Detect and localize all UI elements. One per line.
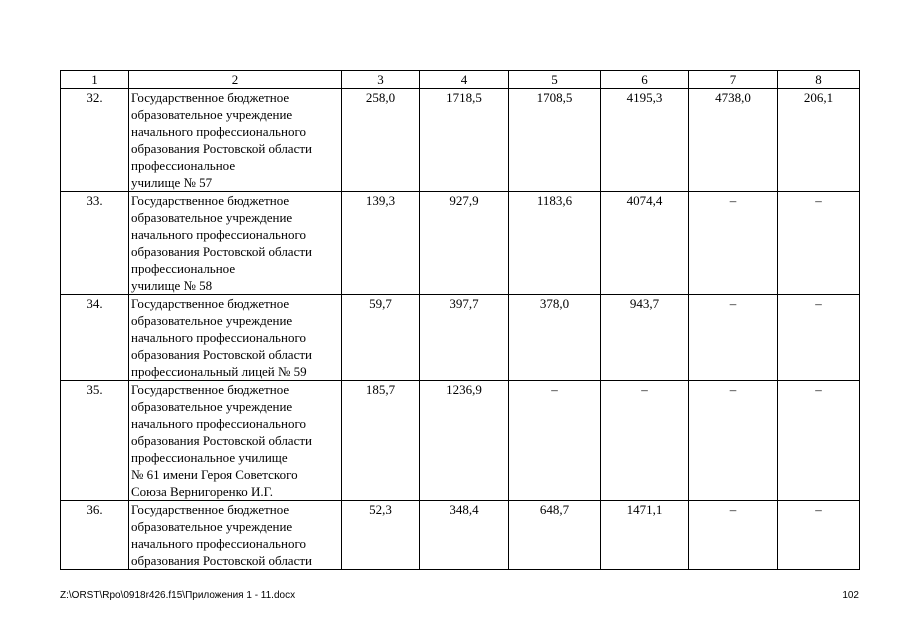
- table-row: [61, 295, 860, 381]
- institution-name: Государственное бюджетное образовательное учреждение начального профессионального образования Ростовской области профессиональное училище № 61 имени Героя Советского Союза Вернигоренко И.Г.: [129, 381, 342, 501]
- table-row: [61, 192, 860, 295]
- value-col-3: 185,7: [342, 381, 420, 501]
- value-col-7: –: [689, 381, 778, 501]
- value-col-8: –: [778, 501, 860, 570]
- value-col-8: –: [778, 192, 860, 295]
- table-row: [61, 501, 860, 570]
- value-col-5: 648,7: [509, 501, 601, 570]
- value-col-7: –: [689, 295, 778, 381]
- value-col-7: –: [689, 192, 778, 295]
- column-header-8: 8: [778, 71, 860, 89]
- column-header-2: 2: [129, 71, 342, 89]
- value-col-6: 1471,1: [601, 501, 689, 570]
- value-col-7: 4738,0: [689, 89, 778, 192]
- value-col-3: 139,3: [342, 192, 420, 295]
- budget-table: [60, 70, 860, 570]
- row-number: 32.: [61, 89, 129, 192]
- value-col-6: 4195,3: [601, 89, 689, 192]
- column-header-6: 6: [601, 71, 689, 89]
- header-row: [61, 71, 860, 89]
- value-col-4: 1236,9: [420, 381, 509, 501]
- column-header-5: 5: [509, 71, 601, 89]
- column-header-3: 3: [342, 71, 420, 89]
- value-col-5: 1183,6: [509, 192, 601, 295]
- value-col-3: 52,3: [342, 501, 420, 570]
- row-number: 33.: [61, 192, 129, 295]
- value-col-6: 943,7: [601, 295, 689, 381]
- value-col-4: 1718,5: [420, 89, 509, 192]
- value-col-4: 348,4: [420, 501, 509, 570]
- value-col-3: 59,7: [342, 295, 420, 381]
- value-col-5: 1708,5: [509, 89, 601, 192]
- row-number: 36.: [61, 501, 129, 570]
- document-table-container: [60, 70, 859, 570]
- table-row: [61, 89, 860, 192]
- institution-name: Государственное бюджетное образовательное учреждение начального профессионального образования Ростовской области профессиональный лицей № 59: [129, 295, 342, 381]
- value-col-8: –: [778, 295, 860, 381]
- value-col-4: 397,7: [420, 295, 509, 381]
- institution-name: Государственное бюджетное образовательное учреждение начального профессионального образования Ростовской области профессиональное училище № 57: [129, 89, 342, 192]
- institution-name: Государственное бюджетное образовательное учреждение начального профессионального образования Ростовской области: [129, 501, 342, 570]
- footer-file-path: Z:\ORST\Rpo\0918r426.f15\Приложения 1 - 11.docx: [60, 590, 296, 601]
- column-header-7: 7: [689, 71, 778, 89]
- value-col-5: –: [509, 381, 601, 501]
- value-col-5: 378,0: [509, 295, 601, 381]
- column-header-4: 4: [420, 71, 509, 89]
- column-header-1: 1: [61, 71, 129, 89]
- table-row: [61, 381, 860, 501]
- value-col-8: 206,1: [778, 89, 860, 192]
- row-number: 34.: [61, 295, 129, 381]
- value-col-8: –: [778, 381, 860, 501]
- value-col-3: 258,0: [342, 89, 420, 192]
- value-col-7: –: [689, 501, 778, 570]
- institution-name: Государственное бюджетное образовательное учреждение начального профессионального образования Ростовской области профессиональное училище № 58: [129, 192, 342, 295]
- value-col-4: 927,9: [420, 192, 509, 295]
- row-number: 35.: [61, 381, 129, 501]
- value-col-6: –: [601, 381, 689, 501]
- footer-page-number: 102: [842, 590, 859, 601]
- value-col-6: 4074,4: [601, 192, 689, 295]
